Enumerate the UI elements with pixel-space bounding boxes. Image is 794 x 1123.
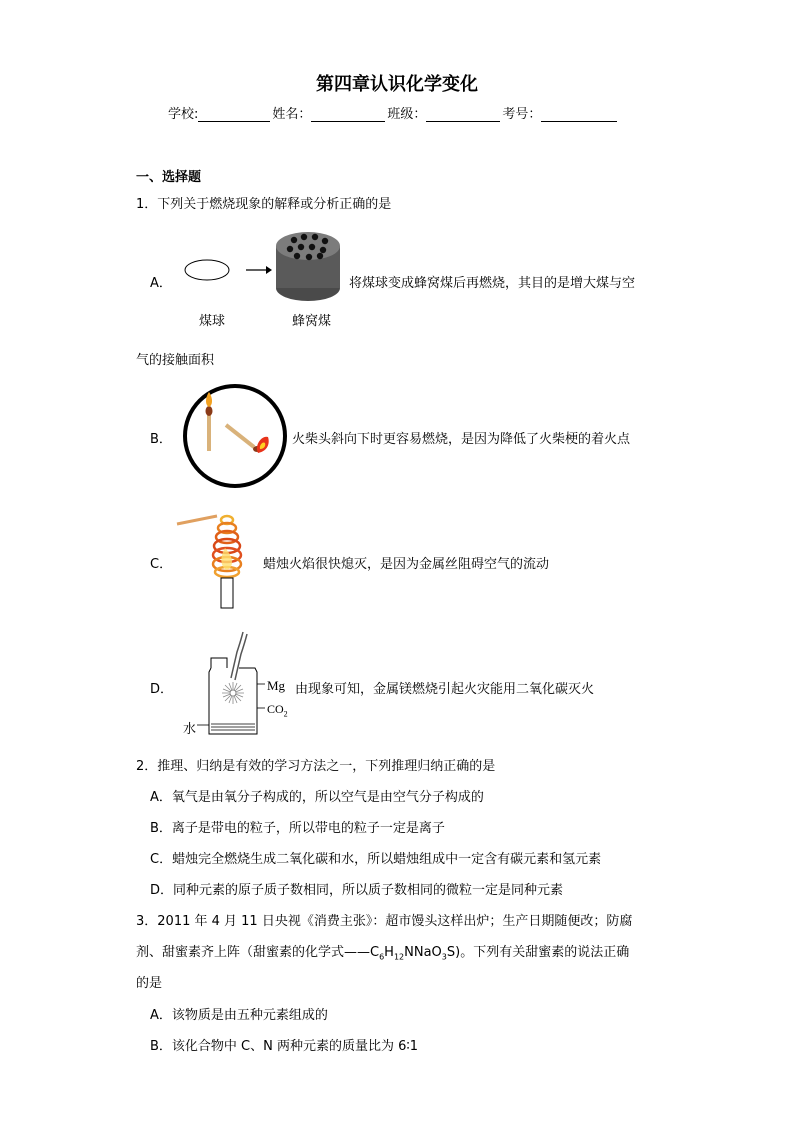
school-label: 学校:	[168, 107, 199, 122]
q2-option-a: A．氧气是由氧分子构成的，所以空气是由空气分子构成的	[150, 790, 484, 805]
upright-match-icon	[206, 392, 213, 451]
honeycomb-coal-icon	[276, 232, 340, 301]
circle-frame	[185, 386, 285, 486]
q3-option-a: A．该物质是由五种元素组成的	[150, 1008, 328, 1023]
q1-option-d-letter: D．	[150, 682, 174, 697]
coal-figure	[180, 230, 345, 305]
section-heading: 一、选择题	[136, 170, 202, 185]
q1-option-a-letter: A．	[150, 276, 172, 291]
magnesium-co2-figure	[195, 630, 267, 738]
q1-option-a-text-line1: 将煤球变成蜂窝煤后再燃烧，其目的是增大煤与空	[349, 276, 636, 291]
exam-number-blank[interactable]	[541, 107, 617, 122]
name-blank[interactable]	[311, 107, 385, 122]
q1-option-c-text: 蜡烛火焰很快熄灭，是因为金属丝阻碍空气的流动	[263, 557, 550, 572]
q2-option-b: B．离子是带电的粒子，所以带电的粒子一定是离子	[150, 821, 445, 836]
q3-stem-line3: 的是	[136, 976, 163, 991]
q2-stem: 2．推理、归纳是有效的学习方法之一，下列推理归纳正确的是	[136, 759, 496, 774]
tilted-match-icon	[226, 425, 269, 453]
class-label: 班级：	[387, 107, 427, 122]
q1-stem: 1．下列关于燃烧现象的解释或分析正确的是	[136, 197, 392, 212]
exam-number-label: 考号：	[502, 107, 542, 122]
candle-icon	[221, 578, 233, 608]
page-title: 第四章认识化学变化	[316, 74, 478, 95]
tongs-icon	[231, 632, 247, 680]
q3-stem-line2: 剂、甜蜜素齐上阵（甜蜜素的化学式$——C_6H_{12}NNaO_3S$)。下列有关甜蜜素的说法正确	[136, 945, 630, 962]
burning-magnesium-icon	[222, 682, 244, 704]
coal-ball-label: 煤球	[199, 314, 226, 329]
q2-option-c: C．蜡烛完全燃烧生成二氧化碳和水，所以蜡烛组成中一定含有碳元素和氢元素	[150, 852, 602, 867]
q3-option-b: B．该化合物中 C、N 两种元素的质量比为 6∶1	[150, 1039, 419, 1054]
match-figure	[180, 383, 290, 489]
student-info-line	[168, 103, 619, 122]
candle-coil-figure	[175, 506, 250, 611]
bottle-neck	[211, 658, 227, 668]
school-blank[interactable]	[198, 107, 270, 122]
q1-option-b-letter: B．	[150, 432, 172, 447]
q1-option-d-text: 由现象可知，金属镁燃烧引起火灾能用二氧化碳灭火	[295, 682, 595, 697]
co2-label: $CO_2$	[267, 702, 288, 719]
q1-option-c-letter: C．	[150, 557, 173, 572]
class-blank[interactable]	[426, 107, 500, 122]
q3-stem-line1: 3．2011 年 4 月 11 日央视《消费主张》：超市馒头这样出炉；生产日期随便改；防腐	[136, 914, 633, 929]
water-label: 水	[183, 722, 197, 737]
name-label: 姓名：	[272, 107, 312, 122]
q1-option-b-text: 火柴头斜向下时更容易燃烧，是因为降低了火柴梗的着火点	[292, 432, 631, 447]
honeycomb-coal-label: 蜂窝煤	[292, 314, 332, 329]
q1-option-a-text-line2: 气的接触面积	[136, 353, 215, 368]
mg-label: Mg	[267, 678, 286, 693]
coal-ball-icon	[185, 260, 229, 280]
wire-handle	[177, 516, 217, 524]
q2-option-d: D．同种元素的原子质子数相同，所以质子数相同的微粒一定是同种元素	[150, 883, 564, 898]
